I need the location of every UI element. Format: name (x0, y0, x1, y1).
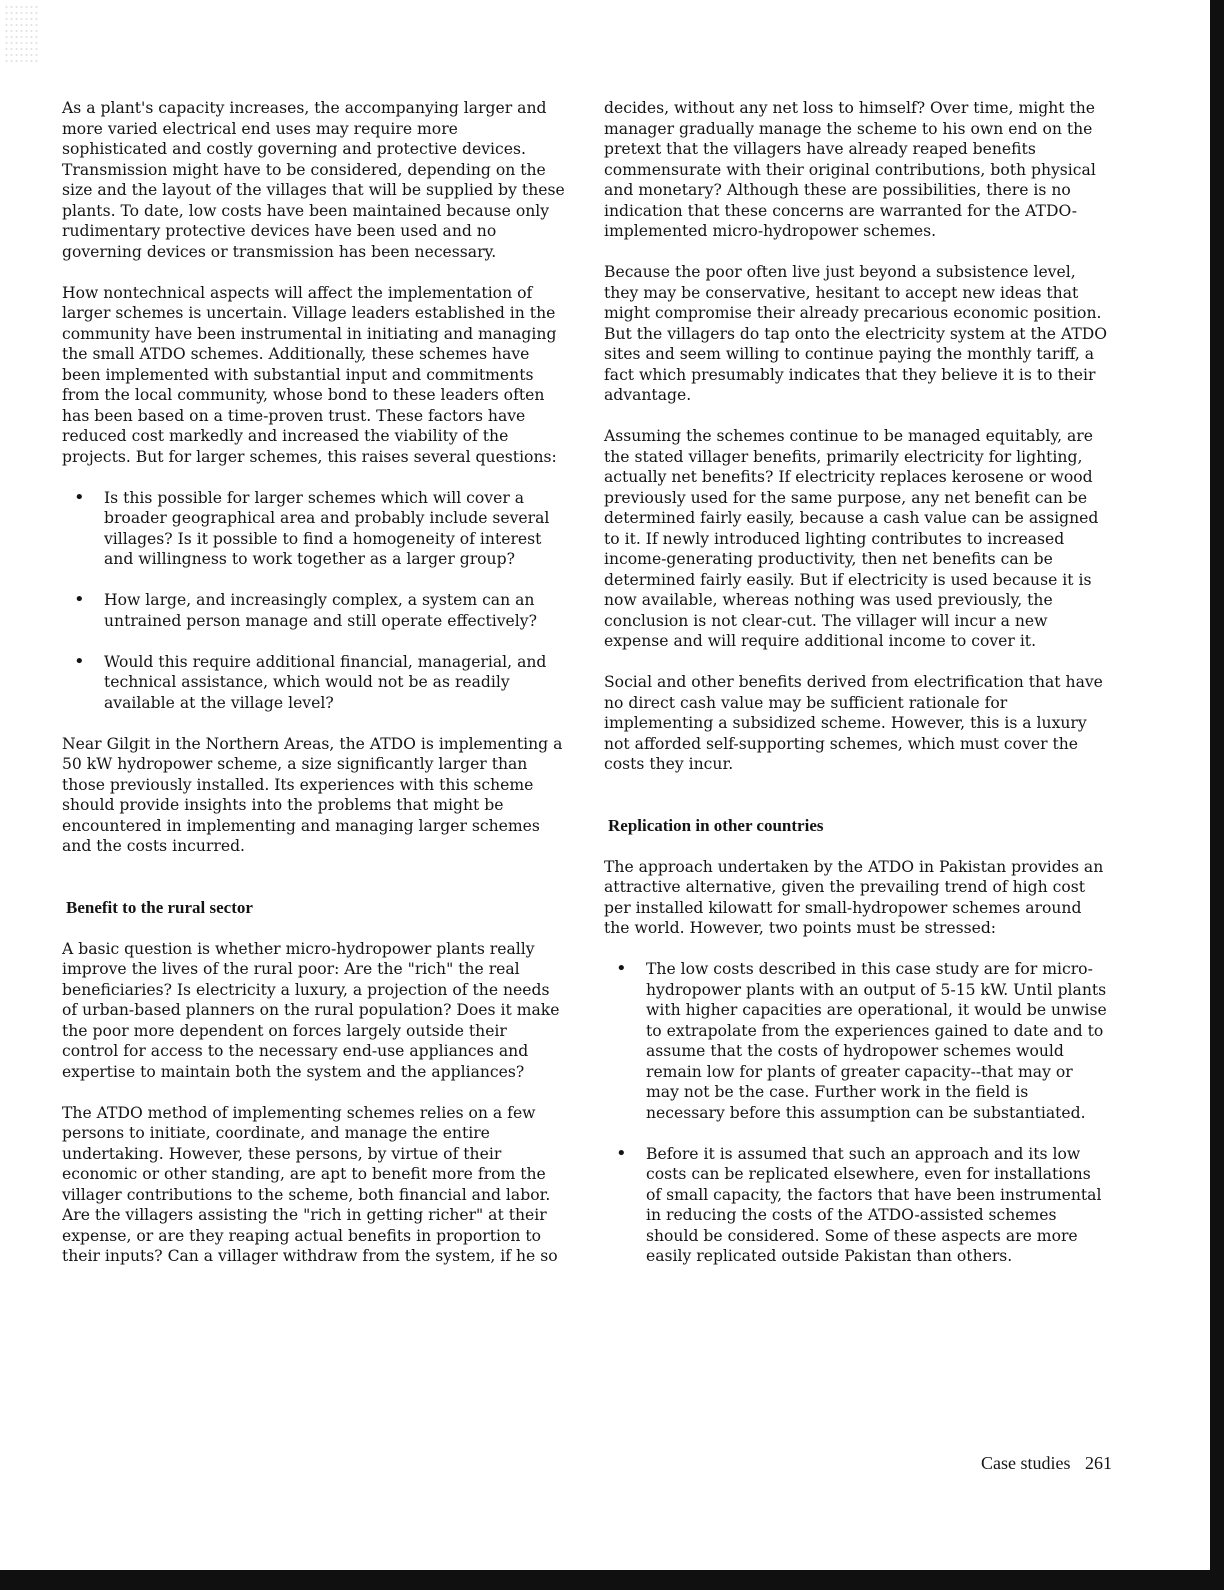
paragraph: Because the poor often live just beyond a subsistence level, they may be conservative, hesitant to accept new ideas that might compromise their already precarious economic position. But the villagers do tap onto the electricity system at the ATDO sites and seem willing to continue paying the monthly tariff, a fact which presumably indicates that they believe it is to their advantage. (604, 263, 1108, 404)
scan-border-right (1210, 0, 1224, 1590)
section-heading: Replication in other countries (608, 815, 824, 835)
bullet-list (604, 959, 1108, 1267)
paragraph: The ATDO method of implementing schemes relies on a few persons to initiate, coordinate, and manage the entire undertaking. However, these persons, by virtue of their economic or other standing, are apt to benefit more from the villager contributions to the scheme, both financial and labor. Are the villagers assisting the "rich in getting richer" at their expense, or are they reaping actual benefits in proportion to their inputs? Can a villager withdraw from the system, if he so (62, 1103, 558, 1265)
paragraph: Assuming the schemes continue to be managed equitably, are the stated villager benefits, primarily electricity for lighting, actually net benefits? If electricity replaces kerosene or wood previously used for the same purpose, any net benefit can be determined fairly easily, because a cash value can be assigned to it. If newly introduced lighting contributes to increased income-generating productivity, then net benefits can be determined fairly easily. But if electricity is used because it is now available, whereas nothing was used previously, the conclusion is not clear-cut. The villager will incur a new expense and will require additional income to cover it. (604, 427, 1099, 650)
paragraph: As a plant's capacity increases, the accompanying larger and more varied electrical end uses may require more sophisticated and costly governing and protective devices. Transmission might have to be considered, depending on the size and the layout of the villages that will be supplied by these plants. To date, low costs have been maintained because only rudimentary protective devices have been used and no governing devices or transmission has been necessary. (62, 99, 565, 261)
paragraph: The approach undertaken by the ATDO in Pakistan provides an attractive alternative, given the prevailing trend of high cost per installed kilowatt for small-hydropower schemes around the world. However, two points must be stressed: (604, 857, 1104, 937)
bullet-list (62, 488, 566, 714)
paragraph: Social and other benefits derived from electrification that have no direct cash value may be sufficient rationale for implementing a subsidized scheme. However, this is a luxury not afforded self-supporting schemes, which must cover the costs they incur. (604, 673, 1103, 773)
paragraph: Near Gilgit in the Northern Areas, the ATDO is implementing a 50 kW hydropower scheme, a size significantly larger than those previously installed. Its experiences with this scheme should provide insights into the problems that might be encountered in implementing and managing larger schemes and the costs incurred. (62, 734, 563, 855)
bullet-item: • Would this require additional financial, managerial, and technical assistance, which would not be as readily available at the village level? (74, 652, 566, 714)
paragraph: A basic question is whether micro-hydropower plants really improve the lives of the rural poor: Are the "rich" the real beneficiaries? Is electricity a luxury, a projection of the needs of urban-based planners on the rural population? Does it make the poor more dependent on forces largely outside their control for access to the necessary end-use appliances and expertise to maintain both the system and the appliances? (62, 939, 560, 1081)
section-heading: Benefit to the rural sector (66, 897, 253, 917)
bullet-item: • How large, and increasingly complex, a system can an untrained person manage and still operate effectively? (74, 590, 566, 631)
page-number: 261 (1085, 1453, 1112, 1473)
page-footer (971, 1453, 1112, 1474)
paragraph: decides, without any net loss to himself? Over time, might the manager gradually manage the scheme to his own end on the pretext that the villagers have already reaped benefits commensurate with their original contributions, both physical and monetary? Although these are possibilities, there is no indication that these concerns are warranted for the ATDO-implemented micro-hydropower schemes. (604, 99, 1096, 240)
bullet-item: • The low costs described in this case study are for micro-hydropower plants with an output of 5-15 kW. Until plants with higher capacities are operational, it would be unwise to extrapolate from the experiences gained to date and to assume that the costs of hydropower schemes would remain low for plants of greater capacity--that may or may not be the case. Further work in the field is necessary before this assumption can be substantiated. (616, 959, 1108, 1123)
bullet-item: • Is this possible for larger schemes which will cover a broader geographical area and probably include several villages? Is it possible to find a homogeneity of interest and willingness to work together as a larger group? (74, 488, 566, 570)
footer-section-label: Case studies (981, 1453, 1071, 1473)
paragraph: How nontechnical aspects will affect the implementation of larger schemes is uncertain. Village leaders established in the community have been instrumental in initiating and managing the small ATDO schemes. Additionally, these schemes have been implemented with substantial input and commitments from the local community, whose bond to these leaders often has been based on a time-proven trust. These factors have reduced cost markedly and increased the viability of the projects. But for larger schemes, this raises several questions: (62, 283, 557, 466)
scan-border-bottom (0, 1570, 1224, 1590)
left-column (62, 98, 566, 1287)
right-column (604, 98, 1108, 1287)
bullet-item: • Before it is assumed that such an approach and its low costs can be replicated elsewhere, even for installations of small capacity, the factors that have been instrumental in reducing the costs of the ATDO-assisted schemes should be considered. Some of these aspects are more easily replicated outside Pakistan than others. (616, 1144, 1108, 1267)
scan-speckle (4, 4, 38, 64)
